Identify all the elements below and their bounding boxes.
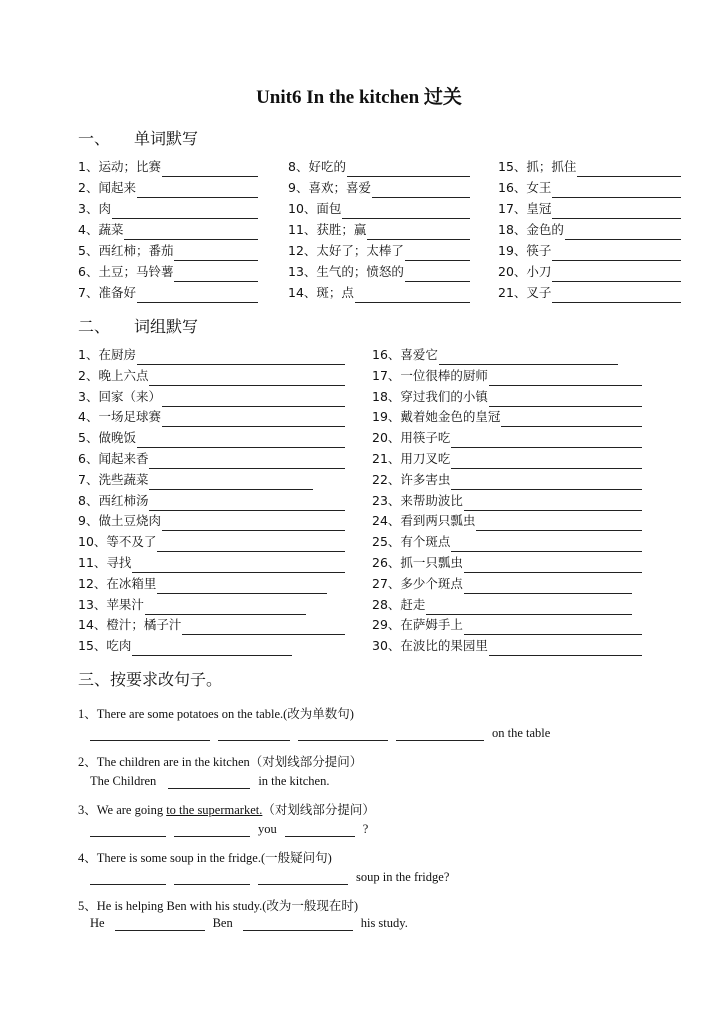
phrase-label: 23、来帮助波比 — [372, 492, 463, 508]
word-label: 10、面包 — [288, 201, 342, 216]
answer-blank[interactable] — [405, 246, 470, 261]
answer-blank[interactable] — [552, 204, 681, 219]
answer-blank[interactable] — [552, 246, 681, 261]
answer-blank[interactable] — [464, 620, 642, 635]
answer-blank[interactable] — [285, 822, 355, 837]
word-item — [78, 199, 258, 219]
phrase-label: 12、在冰箱里 — [78, 575, 157, 591]
section-2-number: 二、 — [78, 317, 111, 336]
word-label: 18、金色的 — [498, 222, 564, 237]
word-label: 17、皇冠 — [498, 201, 552, 216]
answer-blank[interactable] — [243, 916, 353, 931]
answer-blank[interactable] — [552, 183, 681, 198]
answer-blank[interactable] — [439, 350, 618, 365]
section-1-label: 单词默写 — [134, 129, 199, 148]
answer-blank[interactable] — [174, 267, 258, 282]
phrase-label: 16、喜爱它 — [372, 347, 438, 362]
question-3-instruction: （对划线部分提问） — [262, 803, 375, 817]
word-label: 19、筷子 — [498, 243, 552, 258]
phrase-label: 8、西红柿汤 — [78, 492, 149, 508]
phrase-label: 13、苹果汁 — [78, 596, 144, 612]
phrase-item — [78, 407, 345, 427]
phrase-label: 4、一场足球赛 — [78, 409, 161, 425]
phrase-item — [78, 511, 345, 531]
word-item — [288, 241, 470, 261]
word-item — [498, 178, 681, 198]
phrase-item — [78, 387, 345, 407]
answer-blank[interactable] — [298, 726, 388, 741]
phrase-item — [372, 366, 642, 386]
word-item — [288, 262, 470, 282]
phrase-label: 11、寻找 — [78, 555, 132, 570]
phrase-item — [78, 636, 292, 656]
question-3-end: ? — [362, 822, 369, 836]
phrase-item — [372, 428, 642, 448]
phrase-label: 22、许多害虫 — [372, 471, 451, 487]
section-2-label: 词组默写 — [134, 317, 199, 336]
word-item — [498, 157, 681, 177]
word-item — [78, 241, 258, 261]
word-label: 7、准备好 — [78, 285, 136, 300]
answer-blank[interactable] — [137, 288, 258, 303]
phrase-label: 9、做土豆烧肉 — [78, 513, 161, 529]
answer-blank[interactable] — [565, 225, 681, 240]
word-item — [498, 220, 681, 240]
answer-blank[interactable] — [90, 870, 166, 885]
word-item — [498, 241, 681, 261]
phrase-item — [372, 491, 642, 511]
phrase-item — [78, 532, 345, 552]
phrase-label: 3、回家（来） — [78, 388, 161, 404]
question-5-object: Ben — [212, 916, 233, 930]
answer-blank[interactable] — [168, 774, 250, 789]
answer-blank[interactable] — [90, 726, 210, 741]
phrase-label: 15、吃肉 — [78, 638, 132, 654]
phrase-item — [78, 345, 345, 365]
phrase-item — [372, 532, 642, 552]
phrase-label: 19、戴着她金色的皇冠 — [372, 409, 501, 425]
answer-blank[interactable] — [451, 537, 642, 552]
answer-blank[interactable] — [405, 267, 470, 282]
phrase-label: 29、在萨姆手上 — [372, 617, 463, 633]
phrase-label: 26、抓一只瓢虫 — [372, 555, 463, 570]
question-3-underlined: to the supermarket. — [166, 803, 263, 817]
section-2-heading — [78, 314, 198, 337]
answer-blank[interactable] — [552, 267, 681, 282]
answer-blank[interactable] — [112, 204, 258, 219]
phrase-label: 2、晚上六点 — [78, 367, 149, 383]
word-label: 5、西红柿；番茄 — [78, 243, 174, 258]
question-2: 2、The children are in the kitchen（对划线部分提问） — [78, 755, 363, 769]
answer-blank[interactable] — [451, 454, 642, 469]
question-3 — [78, 800, 375, 818]
answer-blank[interactable] — [157, 537, 345, 552]
answer-blank[interactable] — [367, 225, 470, 240]
answer-blank[interactable] — [174, 870, 250, 885]
word-label: 15、抓；抓住 — [498, 159, 577, 174]
phrase-label: 20、用筷子吃 — [372, 430, 451, 446]
answer-blank[interactable] — [174, 822, 250, 837]
word-label: 3、肉 — [78, 201, 111, 216]
phrase-label: 27、多少个斑点 — [372, 575, 463, 591]
word-label: 4、蔬菜 — [78, 222, 124, 237]
question-5-tail: his study. — [360, 916, 408, 930]
question-2-tail: in the kitchen. — [258, 774, 330, 788]
answer-blank[interactable] — [149, 475, 313, 490]
phrase-item — [78, 428, 345, 448]
phrase-item — [78, 449, 345, 469]
phrase-item — [372, 345, 618, 365]
word-label: 20、小刀 — [498, 264, 552, 279]
answer-blank[interactable] — [489, 641, 642, 656]
answer-blank[interactable] — [162, 516, 345, 531]
phrase-item — [372, 449, 642, 469]
word-item — [288, 199, 470, 219]
phrase-item — [78, 470, 313, 490]
answer-blank[interactable] — [372, 183, 470, 198]
phrase-label: 24、看到两只瓢虫 — [372, 513, 476, 529]
answer-blank[interactable] — [182, 620, 345, 635]
word-label: 8、好吃的 — [288, 159, 346, 174]
answer-blank[interactable] — [149, 496, 345, 511]
answer-blank[interactable] — [132, 558, 345, 573]
phrase-item — [372, 407, 642, 427]
word-item — [288, 178, 470, 198]
question-3-prefix: 3、We are going — [78, 803, 167, 817]
answer-blank[interactable] — [149, 454, 345, 469]
answer-blank[interactable] — [162, 412, 345, 427]
phrase-label: 18、穿过我们的小镇 — [372, 388, 488, 404]
word-item — [288, 283, 470, 303]
answer-blank[interactable] — [132, 641, 292, 656]
question-4-tail: soup in the fridge? — [356, 870, 450, 884]
answer-blank[interactable] — [137, 433, 345, 448]
answer-blank[interactable] — [174, 246, 258, 261]
answer-blank[interactable] — [355, 288, 470, 303]
answer-blank[interactable] — [489, 371, 642, 386]
word-item — [498, 199, 681, 219]
word-label: 12、太好了；太棒了 — [288, 243, 404, 258]
page-title: Unit6 In the kitchen 过关 — [256, 87, 462, 108]
phrase-label: 14、橙汁；橘子汁 — [78, 617, 182, 633]
answer-blank[interactable] — [162, 162, 258, 177]
word-label: 16、女王 — [498, 180, 552, 195]
question-1: 1、There are some potatoes on the table.(改为单数句) — [78, 707, 354, 721]
phrase-label: 6、闻起来香 — [78, 451, 149, 466]
phrase-item — [78, 615, 345, 635]
word-label: 13、生气的；愤怒的 — [288, 264, 404, 279]
phrase-item — [372, 636, 642, 656]
answer-blank[interactable] — [115, 916, 205, 931]
answer-blank[interactable] — [218, 726, 290, 741]
phrase-label: 28、赶走 — [372, 596, 426, 612]
phrase-item — [78, 574, 327, 594]
answer-blank[interactable] — [451, 475, 642, 490]
question-3-answer — [90, 822, 368, 837]
answer-blank[interactable] — [426, 600, 632, 615]
question-4: 4、There is some soup in the fridge.(一般疑问句) — [78, 851, 332, 865]
phrase-item — [372, 574, 632, 594]
question-5: 5、He is helping Ben with his study.(改为一般现在时) — [78, 899, 359, 913]
phrase-label: 17、一位很棒的厨师 — [372, 367, 488, 383]
answer-blank[interactable] — [145, 600, 306, 615]
question-3-you: you — [258, 822, 277, 836]
phrase-label: 1、在厨房 — [78, 347, 136, 362]
phrase-item — [372, 615, 642, 635]
answer-blank[interactable] — [157, 579, 327, 594]
word-item — [288, 220, 470, 240]
phrase-item — [78, 491, 345, 511]
answer-blank[interactable] — [347, 162, 470, 177]
word-item — [78, 220, 258, 240]
word-label: 1、运动；比赛 — [78, 159, 161, 174]
answer-blank[interactable] — [476, 516, 642, 531]
phrase-label: 5、做晚饭 — [78, 430, 136, 446]
phrase-item — [78, 366, 345, 386]
answer-blank[interactable] — [258, 870, 348, 885]
answer-blank[interactable] — [552, 288, 681, 303]
word-item — [498, 262, 681, 282]
phrase-item — [372, 553, 642, 573]
section-1-heading — [78, 126, 198, 149]
question-5-subject: He — [90, 916, 105, 930]
answer-blank[interactable] — [464, 558, 642, 573]
word-label: 2、闻起来 — [78, 180, 136, 195]
question-4-answer — [90, 870, 449, 885]
answer-blank[interactable] — [137, 183, 258, 198]
section-1-number: 一、 — [78, 129, 111, 148]
answer-blank[interactable] — [149, 371, 345, 386]
phrase-item — [372, 387, 642, 407]
answer-blank[interactable] — [137, 350, 345, 365]
answer-blank[interactable] — [342, 204, 470, 219]
answer-blank[interactable] — [464, 579, 632, 594]
phrase-label: 7、洗些蔬菜 — [78, 471, 149, 487]
word-item — [498, 283, 681, 303]
section-3-heading: 三、按要求改句子。 — [78, 670, 223, 689]
question-1-tail: on the table — [492, 726, 551, 740]
phrase-item — [372, 595, 632, 615]
answer-blank[interactable] — [124, 225, 258, 240]
answer-blank[interactable] — [577, 162, 681, 177]
phrase-item — [78, 553, 345, 573]
word-item — [78, 262, 258, 282]
question-5-answer — [90, 916, 408, 931]
word-label: 6、土豆；马铃薯 — [78, 264, 174, 279]
question-2-answer — [90, 774, 329, 789]
answer-blank[interactable] — [451, 433, 642, 448]
word-label: 21、叉子 — [498, 285, 552, 300]
word-label: 11、获胜；赢 — [288, 222, 367, 237]
word-label: 14、斑；点 — [288, 285, 354, 300]
answer-blank[interactable] — [396, 726, 484, 741]
answer-blank[interactable] — [501, 412, 642, 427]
word-label: 9、喜欢；喜爱 — [288, 180, 371, 195]
answer-blank[interactable] — [162, 392, 345, 407]
word-item — [78, 283, 258, 303]
word-item — [78, 157, 258, 177]
answer-blank[interactable] — [489, 392, 642, 407]
question-2-subject: The Children — [90, 774, 157, 788]
word-item — [288, 157, 470, 177]
question-1-answer — [90, 726, 550, 741]
word-item — [78, 178, 258, 198]
phrase-item — [372, 470, 642, 490]
phrase-item — [372, 511, 642, 531]
phrase-label: 21、用刀叉吃 — [372, 451, 451, 466]
answer-blank[interactable] — [464, 496, 642, 511]
phrase-item — [78, 595, 306, 615]
phrase-label: 25、有个斑点 — [372, 534, 451, 550]
phrase-label: 30、在波比的果园里 — [372, 638, 488, 654]
phrase-label: 10、等不及了 — [78, 534, 157, 550]
answer-blank[interactable] — [90, 822, 166, 837]
